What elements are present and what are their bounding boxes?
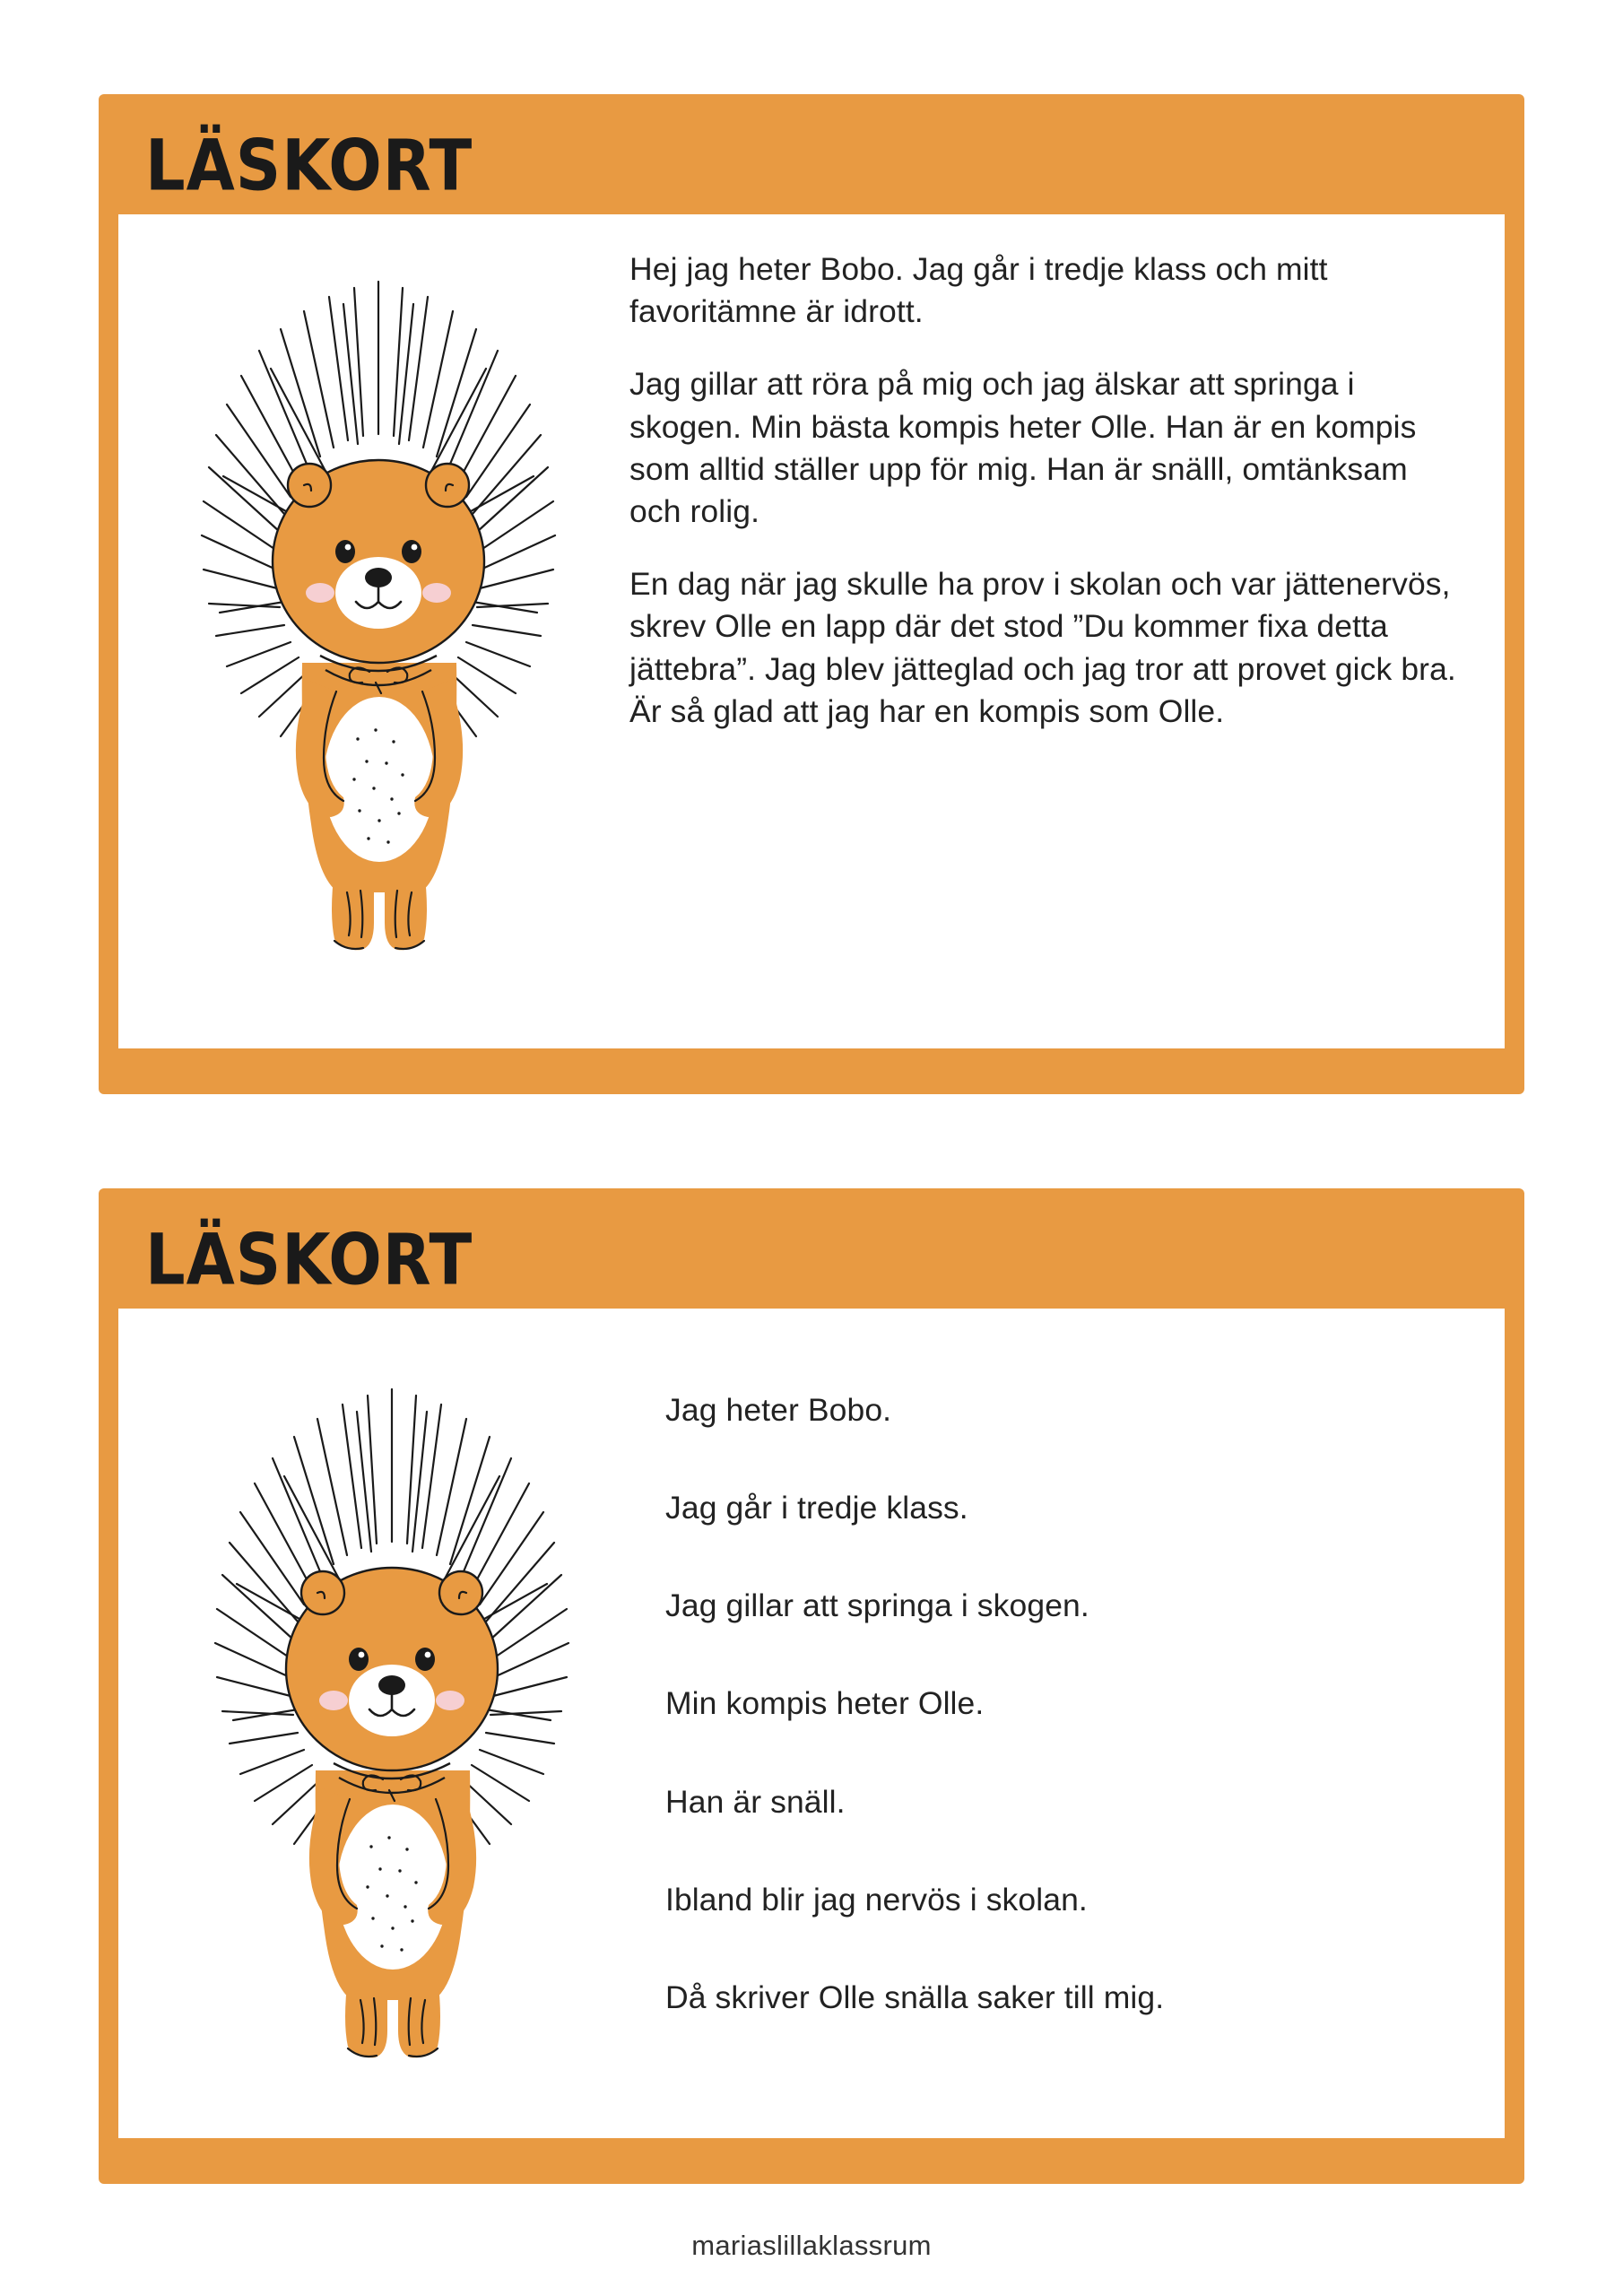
paragraph: Jag gillar att röra på mig och jag älskar att springa i skogen. Min bästa kompis heter Olle. Han är en kompis som alltid ställer upp för mig. Han är snälll, omtänksam och rolig. bbox=[629, 366, 1417, 530]
paragraph: En dag när jag skulle ha prov i skolan och var jättenervös, skrev Olle en lapp där det stod ”Du kommer fixa detta jättebra”. Jag blev jätteglad och jag tror att provet gick bra. Är så glad att jag har en kompis som Olle. bbox=[629, 566, 1456, 729]
list-item: Han är snäll. bbox=[665, 1783, 846, 1820]
list-item: Då skriver Olle snälla saker till mig. bbox=[665, 1979, 1165, 2015]
list-item: Ibland blir jag nervös i skolan. bbox=[665, 1881, 1088, 1918]
list-item: Jag gillar att springa i skogen. bbox=[665, 1587, 1089, 1624]
bear-lion-icon bbox=[181, 1358, 603, 2075]
card-body bbox=[118, 1309, 1505, 2138]
illustration-container bbox=[127, 241, 629, 968]
illustration-container bbox=[127, 1335, 656, 2075]
list-item: Jag heter Bobo. bbox=[665, 1392, 892, 1428]
paragraph: Hej jag heter Bobo. Jag går i tredje klass och mitt favoritämne är idrott. bbox=[629, 251, 1328, 330]
reading-card-1 bbox=[99, 94, 1524, 1094]
card-body bbox=[118, 214, 1505, 1048]
list-item: Jag går i tredje klass. bbox=[665, 1490, 968, 1526]
footer-credit: mariaslillaklassrum bbox=[691, 2230, 932, 2261]
card-1-text-column bbox=[629, 241, 1478, 733]
list-item: Min kompis heter Olle. bbox=[665, 1685, 985, 1722]
card-2-text-column bbox=[656, 1335, 1478, 2018]
card-title: LÄSKORT bbox=[145, 1218, 473, 1301]
reading-card-2 bbox=[99, 1188, 1524, 2184]
card-title: LÄSKORT bbox=[145, 124, 473, 207]
bear-lion-icon bbox=[168, 250, 589, 968]
